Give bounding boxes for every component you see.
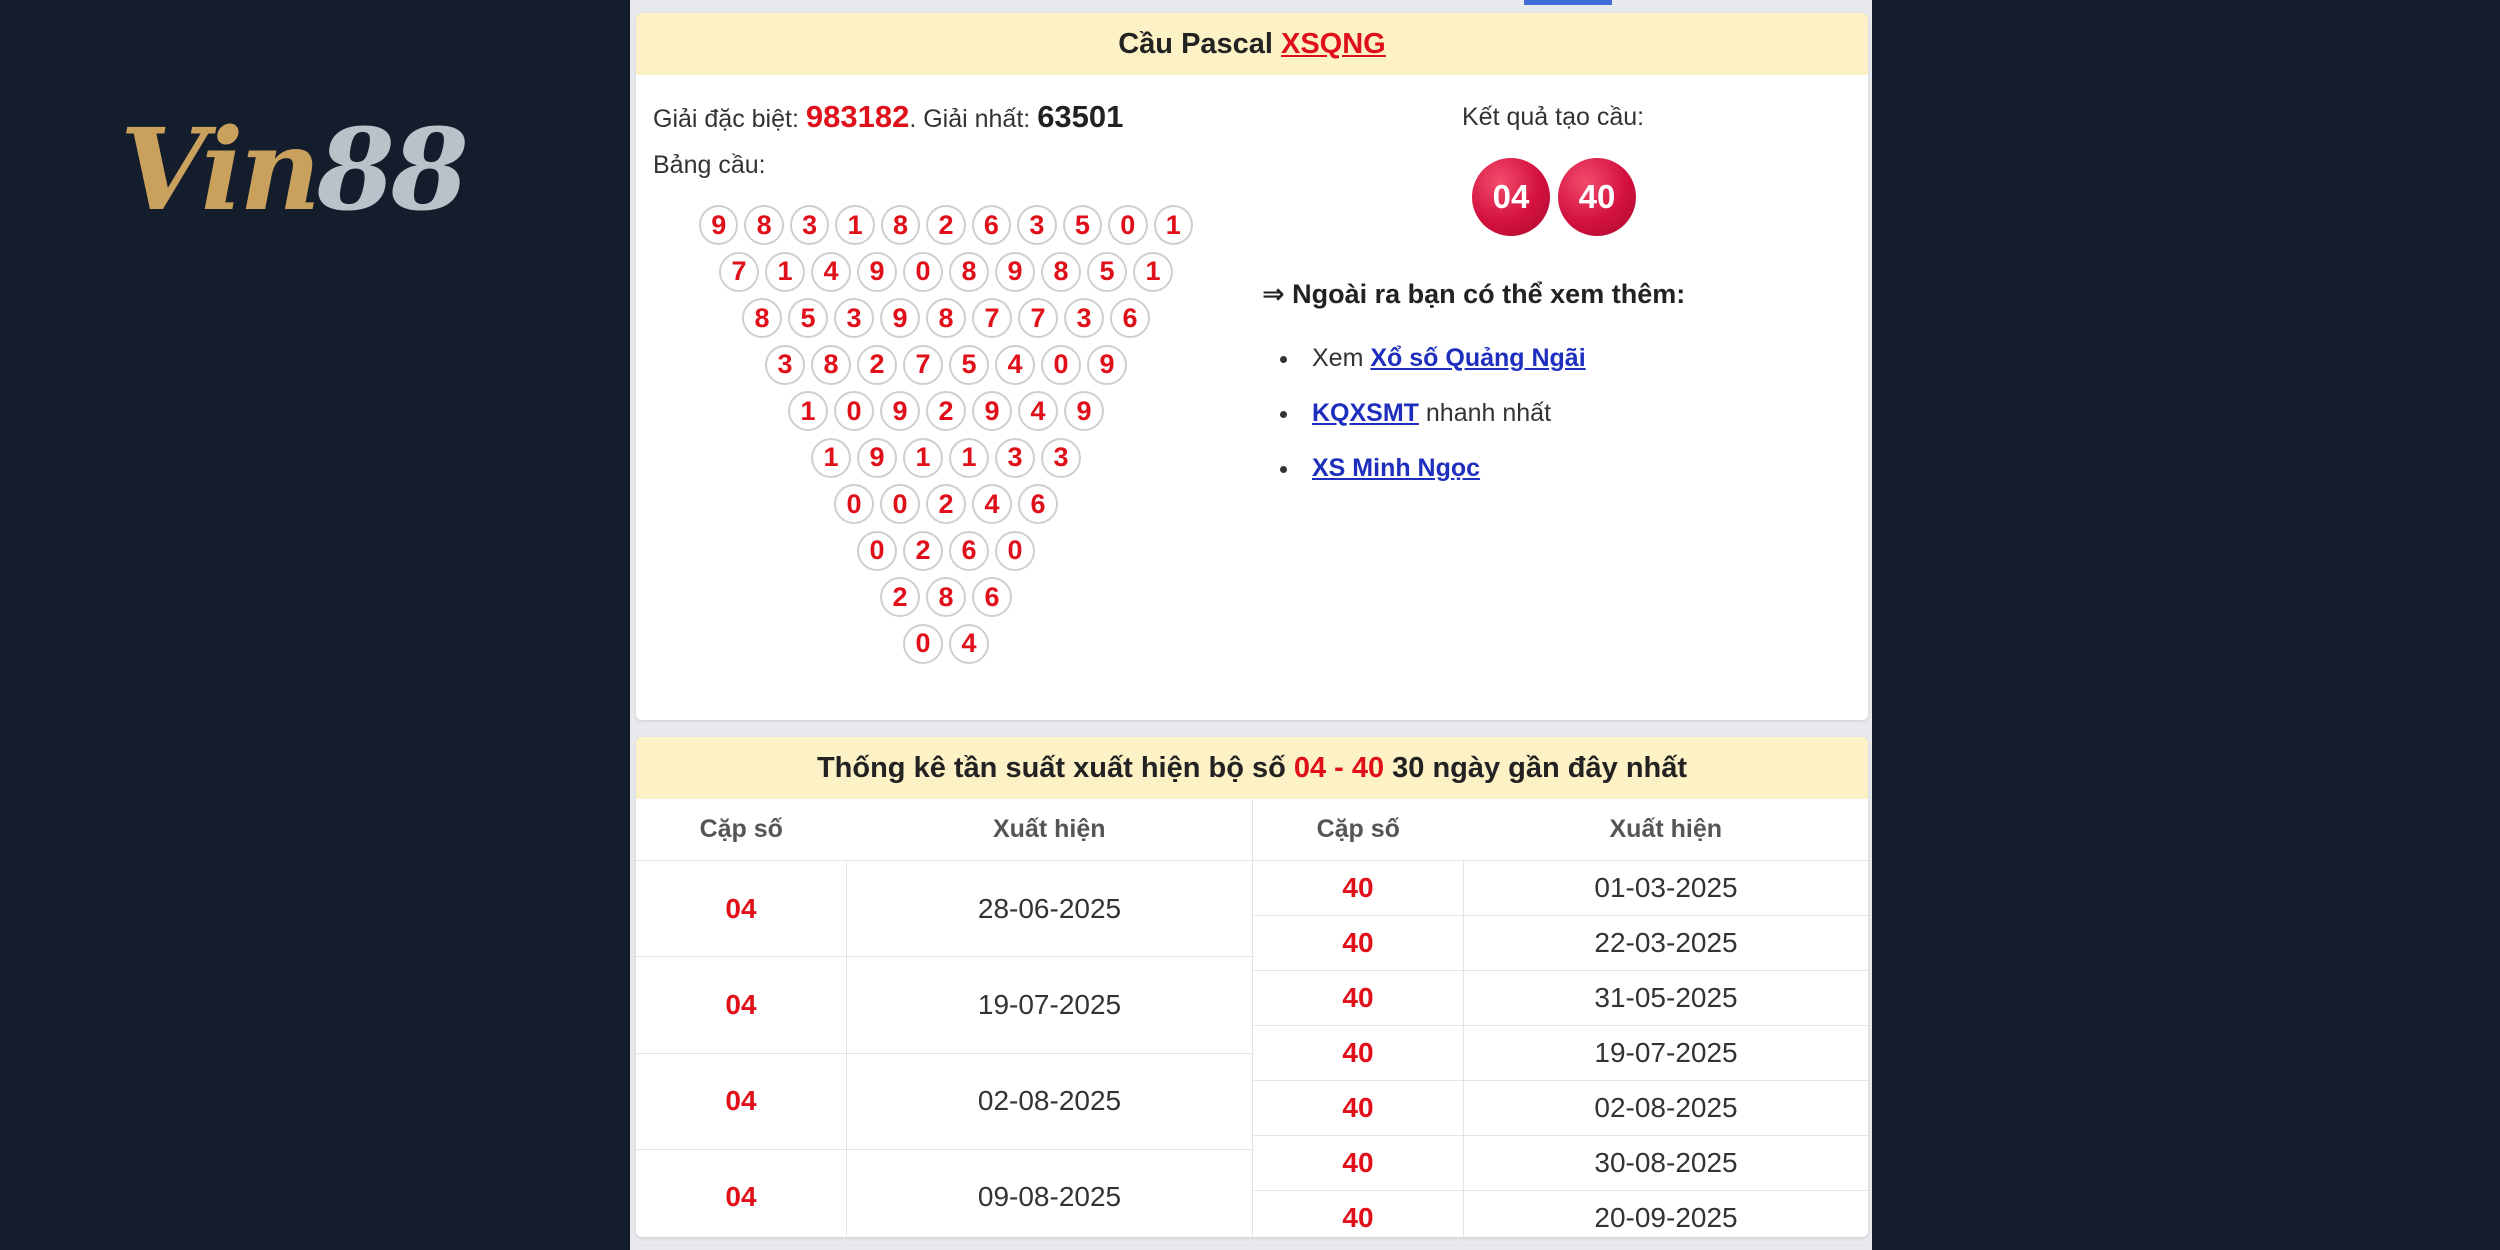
pascal-number: 1	[1133, 252, 1173, 292]
date-cell: 01-03-2025	[1464, 861, 1869, 916]
stats-title-suffix: 30 ngày gần đây nhất	[1392, 751, 1688, 784]
pair-cell: 40	[1253, 971, 1464, 1026]
pascal-number: 4	[811, 252, 851, 292]
pascal-row	[696, 577, 1196, 617]
pascal-number: 3	[1064, 298, 1104, 338]
col-header-appear: Xuất hiện	[1464, 799, 1869, 861]
pascal-number: 5	[1063, 205, 1102, 245]
date-cell: 22-03-2025	[1464, 916, 1869, 971]
pascal-number: 2	[857, 345, 897, 385]
more-link[interactable]: Xổ số Quảng Ngãi	[1370, 344, 1586, 372]
more-link[interactable]: KQXSMT	[1312, 399, 1419, 427]
table-row	[636, 1053, 1252, 1149]
pascal-number: 0	[1041, 345, 1081, 385]
pair-cell: 40	[1253, 861, 1464, 916]
pascal-number: 1	[1154, 205, 1193, 245]
pascal-number: 0	[903, 624, 943, 664]
pascal-number: 1	[765, 252, 805, 292]
pair-cell: 40	[1253, 1136, 1464, 1191]
pascal-row	[696, 345, 1196, 385]
pascal-title-text: Cầu Pascal	[1118, 27, 1273, 60]
pascal-number: 1	[903, 438, 943, 478]
pascal-number: 4	[972, 484, 1012, 524]
pascal-number: 9	[1064, 391, 1104, 431]
pascal-number: 0	[995, 531, 1035, 571]
pascal-number: 0	[903, 252, 943, 292]
pascal-number: 0	[834, 391, 874, 431]
table-row	[1253, 861, 1869, 916]
pair-cell: 04	[636, 861, 847, 957]
pascal-number: 7	[1018, 298, 1058, 338]
stats-card	[636, 737, 1868, 1237]
pascal-number: 2	[926, 205, 965, 245]
pascal-number: 8	[881, 205, 920, 245]
table-row	[1253, 916, 1869, 971]
table-row	[1253, 1136, 1869, 1191]
pascal-number: 1	[811, 438, 851, 478]
pascal-row	[696, 391, 1196, 431]
date-cell: 02-08-2025	[1464, 1081, 1869, 1136]
pascal-number: 0	[880, 484, 920, 524]
more-link-item	[1312, 386, 1586, 441]
more-link-item	[1312, 331, 1586, 386]
pascal-number: 9	[1087, 345, 1127, 385]
pascal-number: 6	[1110, 298, 1150, 338]
table-row	[1253, 1191, 1869, 1246]
col-header-pair: Cặp số	[1253, 799, 1464, 861]
table-row	[636, 957, 1252, 1053]
pascal-number: 4	[995, 345, 1035, 385]
stats-table-right	[1252, 799, 1868, 1246]
pascal-number: 8	[949, 252, 989, 292]
pascal-number: 3	[1041, 438, 1081, 478]
pair-cell: 04	[636, 1149, 847, 1245]
more-link-item	[1312, 441, 1586, 496]
logo-text-main: Vin	[120, 105, 317, 236]
pascal-number: 8	[926, 298, 966, 338]
pascal-card	[636, 13, 1868, 720]
pascal-number: 8	[744, 205, 783, 245]
pascal-number: 3	[834, 298, 874, 338]
col-header-appear: Xuất hiện	[847, 799, 1253, 861]
pascal-number: 1	[835, 205, 874, 245]
pascal-number: 4	[949, 624, 989, 664]
pascal-row	[696, 484, 1196, 524]
pair-cell: 04	[636, 957, 847, 1053]
more-title: ⇒ Ngoài ra bạn có thể xem thêm:	[1262, 279, 1686, 309]
table-row	[636, 861, 1252, 957]
pascal-row	[696, 624, 1196, 664]
pair-cell: 40	[1253, 1081, 1464, 1136]
more-link-suffix: nhanh nhất	[1418, 399, 1552, 427]
table-row	[1253, 1026, 1869, 1081]
pascal-number: 1	[788, 391, 828, 431]
table-row	[1253, 1081, 1869, 1136]
stats-title-pair: 04 - 40	[1293, 751, 1385, 784]
stats-table-left	[636, 799, 1252, 1246]
xsqng-link[interactable]: XSQNG	[1281, 27, 1386, 60]
pascal-row	[696, 438, 1196, 478]
pascal-number: 2	[926, 391, 966, 431]
pascal-number: 2	[903, 531, 943, 571]
pair-cell: 40	[1253, 1026, 1464, 1081]
col-header-pair: Cặp số	[636, 799, 847, 861]
special-prize-label: Giải đặc biệt:	[653, 105, 799, 133]
pascal-number: 7	[903, 345, 943, 385]
pascal-row	[696, 531, 1196, 571]
stats-tables	[636, 799, 1868, 1246]
date-cell: 09-08-2025	[847, 1149, 1253, 1245]
pascal-number: 8	[926, 577, 966, 617]
pascal-row	[696, 205, 1196, 245]
pascal-number: 2	[880, 577, 920, 617]
more-links-list	[1312, 331, 1586, 496]
stats-title-prefix: Thống kê tần suất xuất hiện bộ số	[816, 751, 1286, 784]
pascal-number: 5	[788, 298, 828, 338]
special-prize-value: 983182	[805, 99, 910, 134]
pair-cell: 04	[636, 1053, 847, 1149]
date-cell: 28-06-2025	[847, 861, 1253, 957]
pascal-number: 6	[1018, 484, 1058, 524]
date-cell: 19-07-2025	[1464, 1026, 1869, 1081]
first-prize-label: . Giải nhất:	[909, 105, 1031, 133]
result-label: Kết quả tạo cầu:	[1462, 103, 1645, 131]
pascal-number: 7	[972, 298, 1012, 338]
pascal-number: 3	[1017, 205, 1056, 245]
pascal-number: 7	[719, 252, 759, 292]
result-balls	[1472, 158, 1644, 236]
more-link[interactable]: XS Minh Ngọc	[1312, 454, 1481, 482]
more-link-prefix: Xem	[1312, 344, 1371, 372]
prize-info	[653, 99, 1123, 135]
pascal-number: 0	[1108, 205, 1147, 245]
pair-cell: 40	[1253, 1191, 1464, 1246]
pascal-number: 3	[995, 438, 1035, 478]
date-cell: 31-05-2025	[1464, 971, 1869, 1026]
pascal-number: 9	[880, 298, 920, 338]
stats-card-title	[636, 737, 1868, 799]
pascal-number: 1	[949, 438, 989, 478]
pascal-number: 5	[1087, 252, 1127, 292]
first-prize-value: 63501	[1037, 99, 1124, 134]
pascal-number: 0	[834, 484, 874, 524]
date-cell: 30-08-2025	[1464, 1136, 1869, 1191]
pascal-card-title	[636, 13, 1868, 75]
pascal-number: 9	[857, 438, 897, 478]
vin88-logo[interactable]	[120, 105, 465, 236]
date-cell: 20-09-2025	[1464, 1191, 1869, 1246]
top-accent-bar	[1524, 0, 1612, 5]
date-cell: 02-08-2025	[847, 1053, 1253, 1149]
pascal-number: 3	[765, 345, 805, 385]
pascal-number: 9	[699, 205, 738, 245]
pascal-number: 9	[995, 252, 1035, 292]
result-ball: 04	[1472, 158, 1550, 236]
pascal-number: 9	[880, 391, 920, 431]
result-ball: 40	[1558, 158, 1636, 236]
table-row	[636, 1149, 1252, 1245]
pascal-number: 9	[972, 391, 1012, 431]
pascal-number: 0	[857, 531, 897, 571]
pascal-number: 8	[811, 345, 851, 385]
pascal-number: 8	[742, 298, 782, 338]
pascal-number: 9	[857, 252, 897, 292]
pair-cell: 40	[1253, 916, 1464, 971]
pascal-number: 6	[972, 577, 1012, 617]
pascal-number: 6	[949, 531, 989, 571]
pascal-number: 3	[790, 205, 829, 245]
logo-text-number: 88	[316, 105, 465, 236]
pascal-number: 6	[972, 205, 1011, 245]
table-row	[1253, 971, 1869, 1026]
pascal-number: 2	[926, 484, 966, 524]
date-cell: 19-07-2025	[847, 957, 1253, 1053]
pascal-row	[696, 298, 1196, 338]
pascal-row	[696, 252, 1196, 292]
pascal-table-label: Bảng cầu:	[653, 151, 766, 179]
pascal-number: 5	[949, 345, 989, 385]
pascal-number: 8	[1041, 252, 1081, 292]
pascal-number: 4	[1018, 391, 1058, 431]
pascal-triangle	[696, 205, 1196, 670]
